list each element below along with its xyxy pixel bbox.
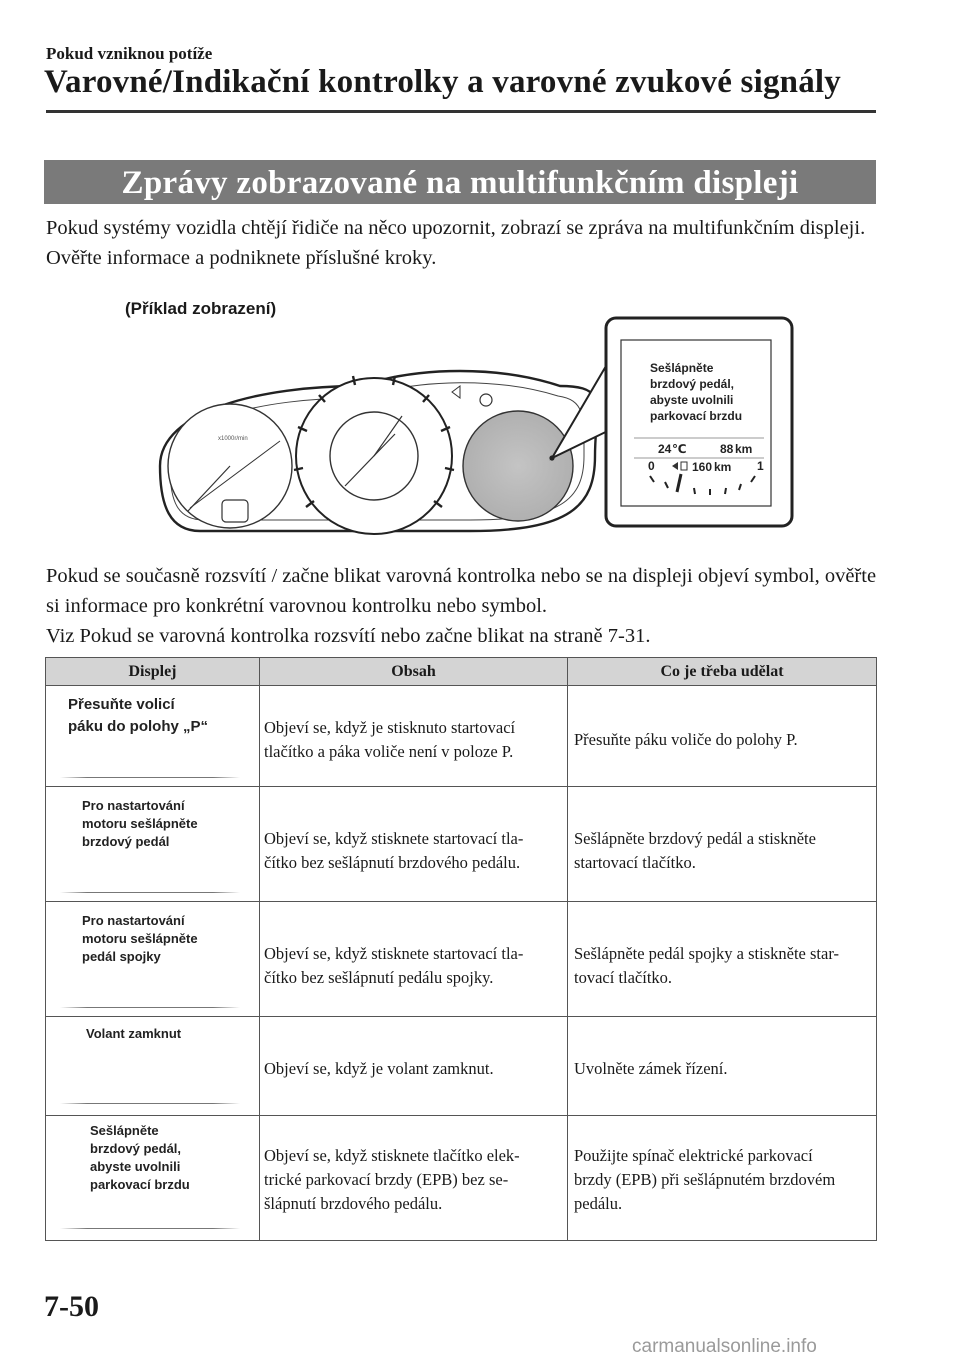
- table-row: [46, 902, 877, 1017]
- display-message: Pro nastartování motoru sešlápněte brzdový pedál: [82, 798, 198, 849]
- display-cell: [46, 787, 260, 902]
- paragraph-2: Pokud se současně rozsvítí / začne blikat varovná kontrolka nebo se na displeji objeví symbol, ověřte si informace pro konkrétní varovnou kontrolku nebo symbol. Viz Pokud se varovná kontrolka rozsvítí nebo začne blikat na straně 7-31.: [46, 565, 877, 647]
- col-header-content: Obsah: [260, 658, 568, 686]
- content-text: Objeví se, když je volant zamknut.: [264, 1059, 494, 1078]
- action-text: Sešlápněte pedál spojky a stiskněte star- tovací tlačítko.: [574, 944, 839, 987]
- action-cell: [568, 787, 877, 902]
- action-text: Použijte spínač elektrické parkovací brzdy (EPB) při sešlápnutém brzdovém pedálu.: [574, 1146, 836, 1213]
- col-header-action: Co je třeba udělat: [568, 658, 877, 686]
- inset-odo: 160: [692, 460, 713, 474]
- table-row: [46, 686, 877, 787]
- content-cell: [260, 787, 568, 902]
- multifunction-display: [463, 411, 573, 521]
- inset-temp-unit: ℃: [672, 442, 687, 456]
- action-cell: [568, 902, 877, 1017]
- action-cell: [568, 1017, 877, 1116]
- page-title: Varovné/Indikační kontrolky a varovné zvukové signály: [44, 64, 841, 100]
- header-rule: [46, 110, 876, 113]
- page-number: 7-50: [44, 1290, 99, 1323]
- figure-caption: (Příklad zobrazení): [125, 299, 277, 318]
- instrument-cluster-illustration: [140, 316, 800, 538]
- table-row: [46, 1017, 877, 1116]
- content-cell: [260, 686, 568, 787]
- section-banner: Zprávy zobrazované na multifunkčním displeji: [44, 160, 876, 204]
- intro-paragraph: Pokud systémy vozidla chtějí řidiče na něco upozornit, zobrazí se zpráva na multifunkčním displeji. Ověřte informace a podniknete příslušné kroky.: [46, 217, 866, 269]
- content-cell: [260, 902, 568, 1017]
- inset-scale-max: 1: [757, 459, 764, 473]
- inset-range: 88: [720, 442, 734, 456]
- inset-range-unit: km: [735, 442, 753, 456]
- content-text: Objeví se, když je stisknuto startovací tlačítko a páka voliče není v poloze P.: [264, 718, 516, 761]
- watermark: carmanualsonline.info: [632, 1336, 817, 1357]
- inset-odo-unit: km: [714, 460, 732, 474]
- inset-message-line4: parkovací brzdu: [650, 409, 743, 423]
- display-message: Přesuňte volicí páku do polohy „P“: [68, 696, 209, 735]
- content-cell: [260, 1017, 568, 1116]
- action-text: Uvolněte zámek řízení.: [574, 1059, 728, 1078]
- action-text: Přesuňte páku voliče do polohy P.: [574, 730, 798, 749]
- messages-table: [45, 657, 877, 1241]
- display-cell: [46, 686, 260, 787]
- inset-scale-min: 0: [648, 459, 655, 473]
- table-row: [46, 787, 877, 902]
- action-cell: [568, 1116, 877, 1241]
- display-message: Pro nastartování motoru sešlápněte pedál spojky: [82, 913, 198, 964]
- action-cell: [568, 686, 877, 787]
- inset-temp: 24: [658, 442, 672, 456]
- inset-message-line3: abyste uvolnili: [650, 393, 734, 407]
- action-text: Sešlápněte brzdový pedál a stiskněte startovací tlačítko.: [574, 829, 816, 872]
- display-message: Volant zamknut: [86, 1026, 182, 1041]
- content-cell: [260, 1116, 568, 1241]
- inset-message-line2: brzdový pedál,: [650, 377, 735, 391]
- col-header-display: Displej: [46, 658, 260, 686]
- table-row: [46, 1116, 877, 1241]
- display-message: Sešlápněte brzdový pedál, abyste uvolnili parkovací brzdu: [90, 1123, 190, 1192]
- display-cell: [46, 902, 260, 1017]
- rpm-label: x1000r/min: [218, 436, 248, 442]
- display-cell: [46, 1116, 260, 1241]
- content-text: Objeví se, když stisknete tlačítko elek- trické parkovací brzdy (EPB) bez se- šlápnutí brzdového pedálu.: [264, 1146, 520, 1213]
- inset-message-line1: Sešlápněte: [650, 361, 714, 375]
- section-header: Pokud vzniknou potíže: [46, 44, 213, 63]
- content-text: Objeví se, když stisknete startovací tla- čítko bez sešlápnutí brzdového pedálu.: [264, 829, 524, 872]
- table-header-row: [46, 658, 877, 686]
- content-text: Objeví se, když stisknete startovací tla- čítko bez sešlápnutí pedálu spojky.: [264, 944, 524, 987]
- display-cell: [46, 1017, 260, 1116]
